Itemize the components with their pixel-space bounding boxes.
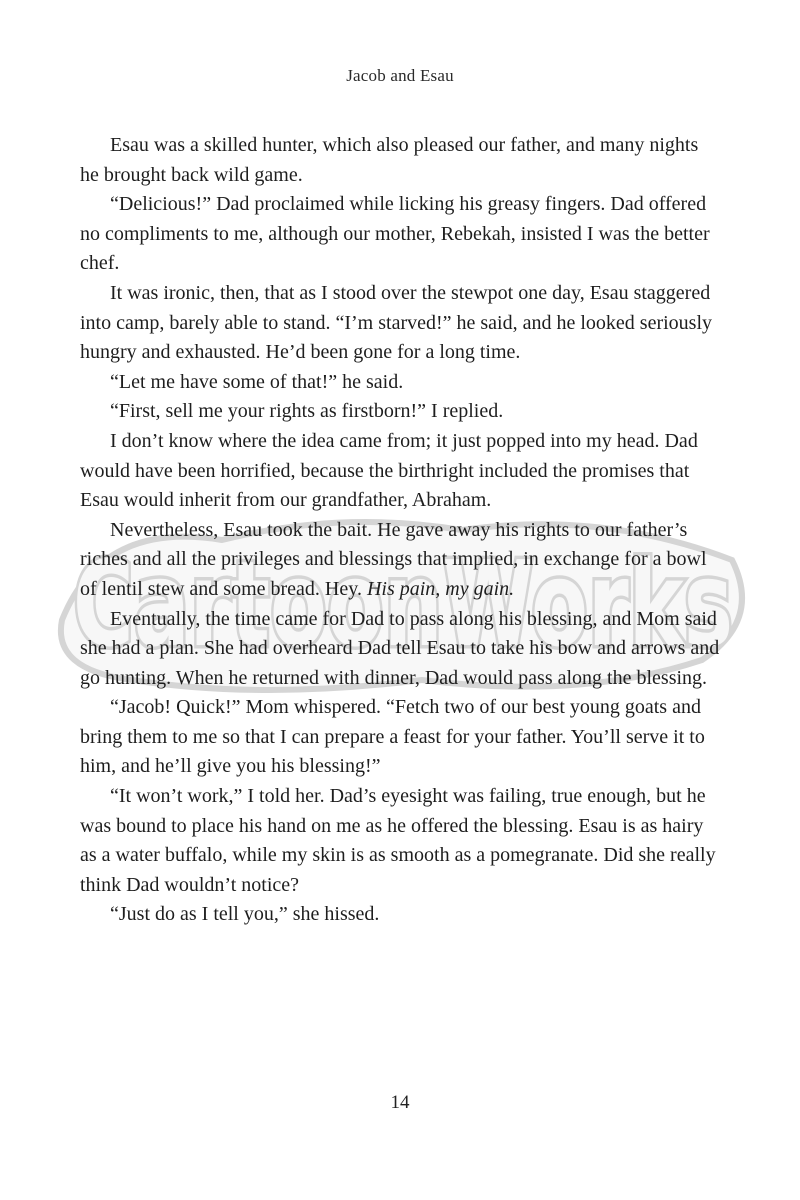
paragraph: It was ironic, then, that as I stood over the stewpot one day, Esau staggered into camp, barely able to stand. “I’m starved!” he said, and he looked seriously hungry and exhausted. He’d been gone for a long time. xyxy=(80,281,713,364)
page-number: 14 xyxy=(390,1092,410,1113)
paragraph: “Just do as I tell you,” she hissed. xyxy=(110,903,380,926)
paragraph: “First, sell me your rights as firstborn!” I replied. xyxy=(110,400,504,423)
paragraph xyxy=(80,516,720,605)
paragraph: “Let me have some of that!” he said. xyxy=(110,370,404,393)
italic-phrase: His pain, my gain. xyxy=(366,577,515,600)
watermark-lettering: CartoonWorks xyxy=(73,535,733,673)
paragraph: I don’t know where the idea came from; it just popped into my head. Dad would have been horrified, because the birthright included the promises that Esau would inherit from our grandfather, Abraham. xyxy=(80,429,698,512)
paragraph: Esau was a skilled hunter, which also pleased our father, and many nights he brought back wild game. xyxy=(80,134,699,186)
paragraph: “Delicious!” Dad proclaimed while licking his greasy fingers. Dad offered no compliments to me, although our mother, Rebekah, insisted I was the better chef. xyxy=(80,193,710,275)
running-header: Jacob and Esau xyxy=(346,66,454,85)
paragraph: Eventually, the time came for Dad to pass along his blessing, and Mom said she had a plan. She had overheard Dad tell Esau to take his bow and arrows and go hunting. When he returned with dinner, Dad would pass along the blessing. xyxy=(80,607,720,689)
paragraph: “Jacob! Quick!” Mom whispered. “Fetch two of our best young goats and bring them to me so that I can prepare a feast for your father. You’ll serve it to him, and he’ll give you his blessing!” xyxy=(80,696,705,778)
body-text xyxy=(80,131,720,930)
paragraph-text: Nevertheless, Esau took the bait. He gave away his rights to our father’s riches and all the privileges and blessings that implied, in exchange for a bowl of lentil stew and some bread. Hey. xyxy=(80,518,707,600)
paragraph: “It won’t work,” I told her. Dad’s eyesight was failing, true enough, but he was bound to place his hand on me as he offered the blessing. Esau is as hairy as a water buffalo, while my skin is as smooth as a pomegranate. Did she really think Dad wouldn’t notice? xyxy=(80,785,716,896)
